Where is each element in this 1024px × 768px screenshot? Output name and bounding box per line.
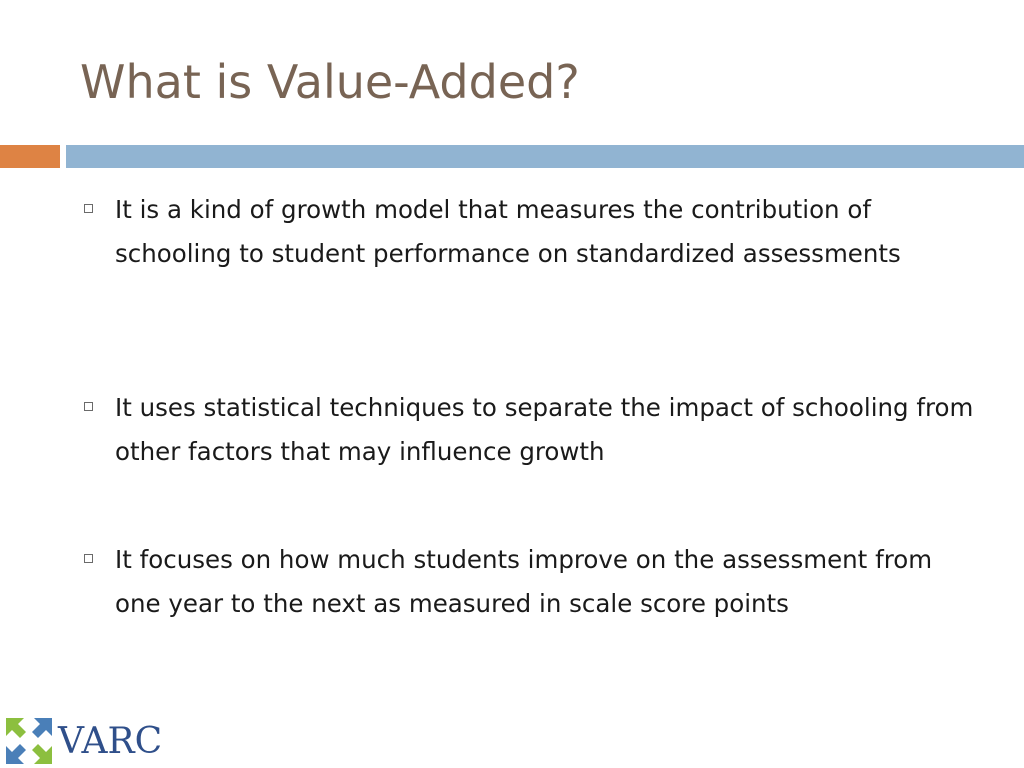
accent-bar-blue: [66, 145, 1024, 168]
square-bullet-icon: [84, 204, 93, 213]
bullet-text: It uses statistical techniques to separate the impact of schooling from other factors that may influence growth: [115, 393, 974, 466]
varc-logo: [4, 716, 204, 766]
varc-arrows-icon: [4, 716, 54, 766]
square-bullet-icon: [84, 402, 93, 411]
bullet-text: It is a kind of growth model that measures the contribution of schooling to student performance on standardized assessments: [115, 195, 901, 268]
slide-title: What is Value-Added?: [80, 55, 580, 109]
logo-text: VARC: [58, 721, 163, 762]
accent-bar-orange: [0, 145, 60, 168]
bullet-text: It focuses on how much students improve on the assessment from one year to the next as measured in scale score points: [115, 545, 933, 618]
square-bullet-icon: [84, 554, 93, 563]
